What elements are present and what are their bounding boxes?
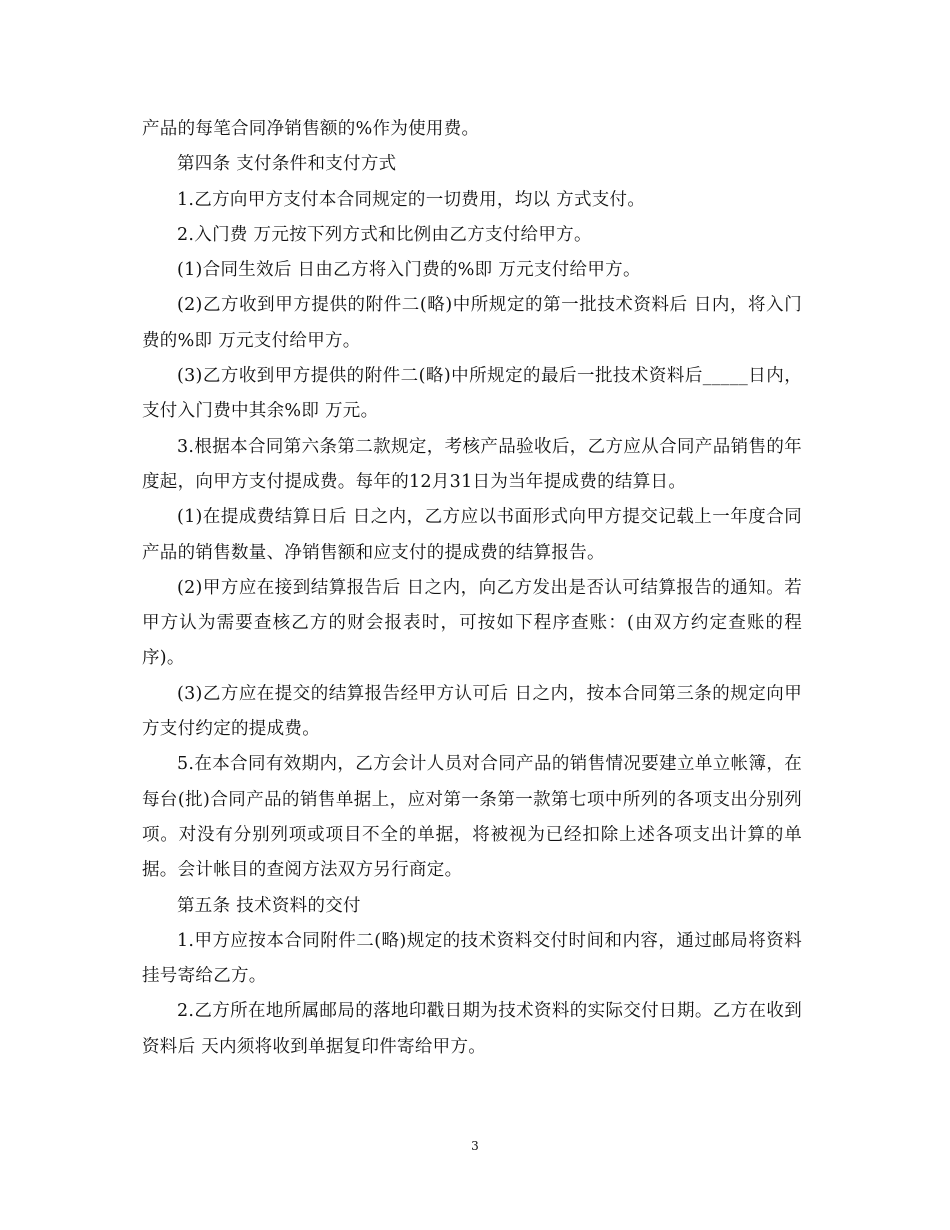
paragraph: 1.甲方应按本合同附件二(略)规定的技术资料交付时间和内容，通过邮局将资料挂号寄给乙方。 (142, 930, 802, 987)
section-heading-article-4: 第四条 支付条件和支付方式 (177, 154, 397, 175)
document-body (142, 112, 802, 1065)
paragraph: 产品的每笔合同净销售额的%作为使用费。 (142, 119, 480, 139)
page-number: 3 (471, 1139, 479, 1153)
paragraph: (2)甲方应在接到结算报告后 日之内，向乙方发出是否认可结算报告的通知。若甲方认为需要查核乙方的财会报表时，可按如下程序查账：(由双方约定查账的程序)。 (142, 577, 802, 669)
paragraph: 2.入门费 万元按下列方式和比例由乙方支付给甲方。 (177, 224, 592, 245)
paragraph: 1.乙方向甲方支付本合同规定的一切费用，均以 方式支付。 (177, 189, 646, 210)
paragraph: 5.在本合同有效期内，乙方会计人员对合同产品的销售情况要建立单立帐簿，在每台(批)合同产品的销售单据上，应对第一条第一款第七项中所列的各项支出分别列项。对没有分别列项或项目不全的单据，将被视为已经扣除上述各项支出计算的单据。会计帐目的查阅方法双方另行商定。 (142, 754, 802, 881)
paragraph: (1)合同生效后 日由乙方将入门费的%即 万元支付给甲方。 (177, 260, 641, 281)
paragraph: (1)在提成费结算日后 日之内，乙方应以书面形式向甲方提交记载上一年度合同产品的销售数量、净销售额和应支付的提成费的结算报告。 (142, 507, 802, 563)
paragraph: 3.根据本合同第六条第二款规定，考核产品验收后，乙方应从合同产品销售的年度起，向甲方支付提成费。每年的12月31日为当年提成费的结算日。 (142, 436, 802, 492)
paragraph: (2)乙方收到甲方提供的附件二(略)中所规定的第一批技术资料后 日内，将入门费的%即 万元支付给甲方。 (142, 295, 802, 351)
paragraph: 2.乙方所在地所属邮局的落地印戳日期为技术资料的实际交付日期。乙方在收到资料后 天内须将收到单据复印件寄给甲方。 (142, 1001, 802, 1057)
paragraph: (3)乙方应在提交的结算报告经甲方认可后 日之内，按本合同第三条的规定向甲方支付约定的提成费。 (142, 683, 802, 740)
paragraph: (3)乙方收到甲方提供的附件二(略)中所规定的最后一批技术资料后_____日内，支付入门费中其余%即 万元。 (142, 366, 802, 422)
section-heading-article-5: 第五条 技术资料的交付 (177, 895, 361, 916)
